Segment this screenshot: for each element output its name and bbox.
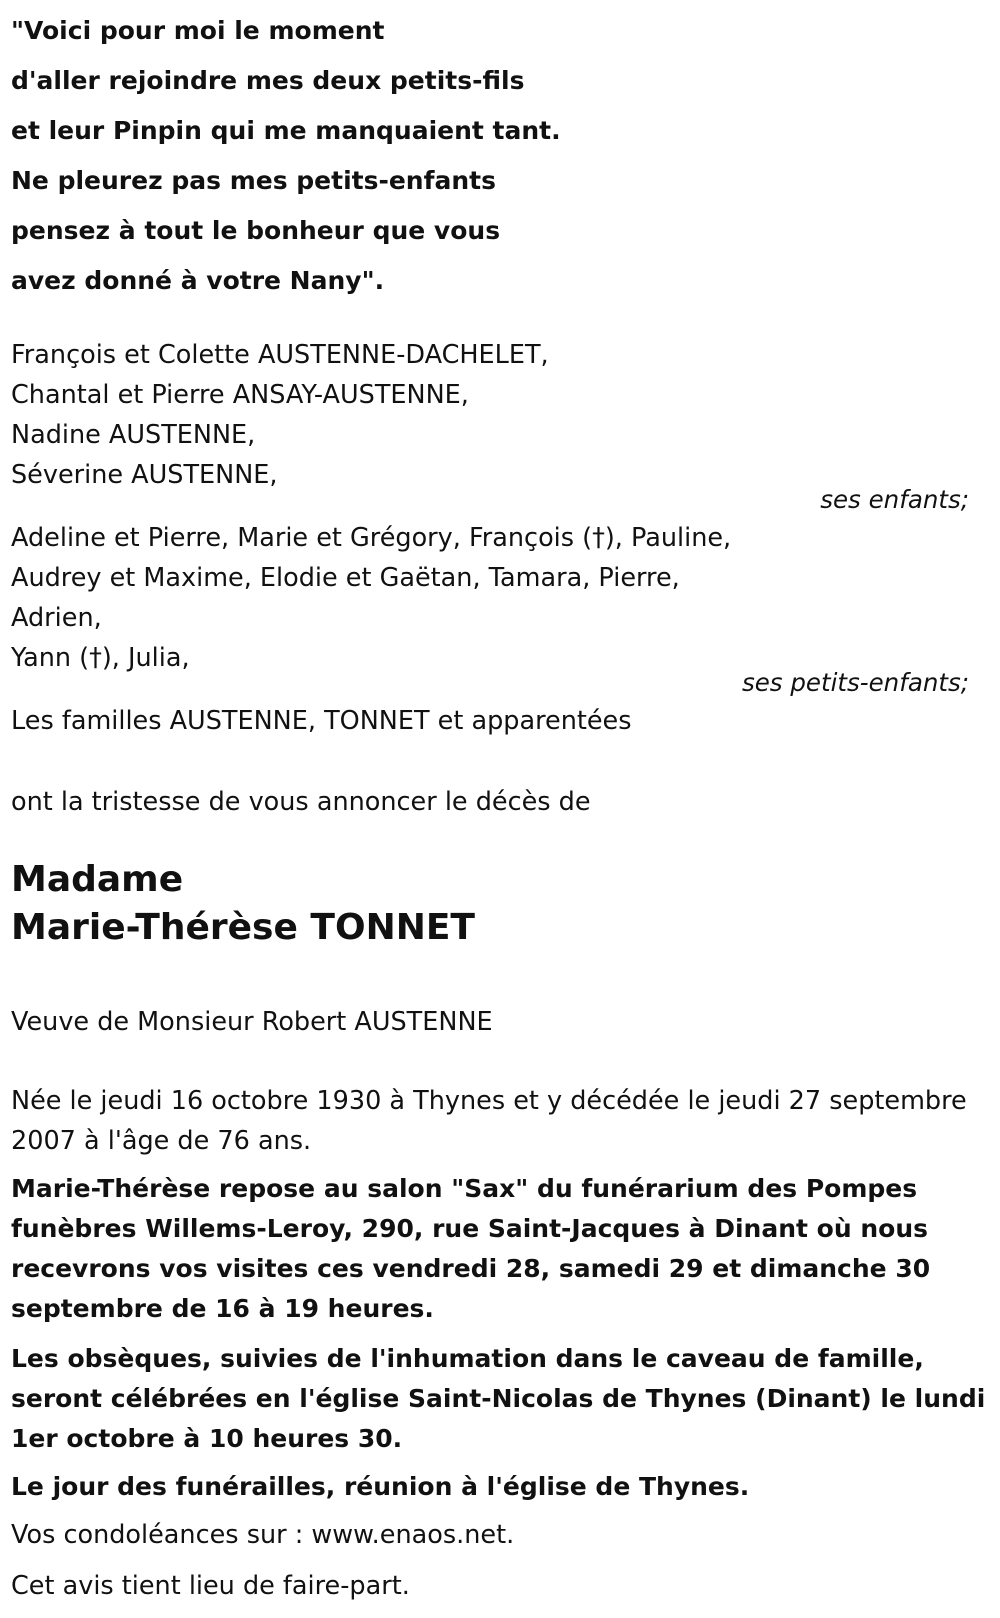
funeral-paragraph: Les obsèques, suivies de l'inhumation dans le caveau de famille, seront célébrées en l'église Saint-Nicolas de Thynes (Dinant) le lundi 1er octobre à 10 heures 30.	[11, 1344, 986, 1453]
grandchild-line: Adrien,	[11, 603, 102, 633]
meeting-line: Le jour des funérailles, réunion à l'église de Thynes.	[11, 1472, 750, 1501]
deceased-heading	[11, 856, 475, 952]
children-list	[11, 335, 549, 495]
deceased-title: Madame	[11, 859, 184, 900]
grandchild-line: Adeline et Pierre, Marie et Grégory, François (†), Pauline,	[11, 523, 732, 553]
poem-quote	[11, 6, 561, 306]
poem-line: pensez à tout le bonheur que vous	[11, 216, 501, 245]
families-line: Les familles AUSTENNE, TONNET et apparentées	[11, 706, 632, 736]
condolences-line: Vos condoléances sur : www.enaos.net.	[11, 1520, 515, 1550]
grandchildren-list	[11, 518, 731, 678]
children-relation: ses enfants;	[820, 485, 969, 514]
widow-of-line: Veuve de Monsieur Robert AUSTENNE	[11, 1007, 493, 1037]
child-name: Séverine AUSTENNE,	[11, 460, 278, 490]
poem-line: d'aller rejoindre mes deux petits-fils	[11, 66, 525, 95]
child-name: François et Colette AUSTENNE-DACHELET,	[11, 340, 549, 370]
poem-line: et leur Pinpin qui me manquaient tant.	[11, 116, 561, 145]
grandchild-line: Yann (†), Julia,	[11, 643, 190, 673]
grandchildren-relation: ses petits-enfants;	[741, 668, 969, 697]
grandchild-line: Audrey et Maxime, Elodie et Gaëtan, Tamara, Pierre,	[11, 563, 680, 593]
notice-line: Cet avis tient lieu de faire-part.	[11, 1571, 410, 1601]
poem-line: avez donné à votre Nany".	[11, 266, 385, 295]
child-name: Nadine AUSTENNE,	[11, 420, 256, 450]
visitation-paragraph: Marie-Thérèse repose au salon "Sax" du funérarium des Pompes funèbres Willems-Leroy, 290, rue Saint-Jacques à Dinant où nous recevrons vos visites ces vendredi 28, samedi 29 et dimanche 30 septembre de 16 à 19 heures.	[11, 1174, 931, 1323]
deceased-name: Marie-Thérèse TONNET	[11, 907, 475, 948]
child-name: Chantal et Pierre ANSAY-AUSTENNE,	[11, 380, 469, 410]
poem-line: Ne pleurez pas mes petits-enfants	[11, 166, 496, 195]
poem-line: "Voici pour moi le moment	[11, 16, 385, 45]
announcement-line: ont la tristesse de vous annoncer le décès de	[11, 787, 591, 817]
birth-death-paragraph: Née le jeudi 16 octobre 1930 à Thynes et y décédée le jeudi 27 septembre 2007 à l'âge de 76 ans.	[11, 1086, 967, 1156]
